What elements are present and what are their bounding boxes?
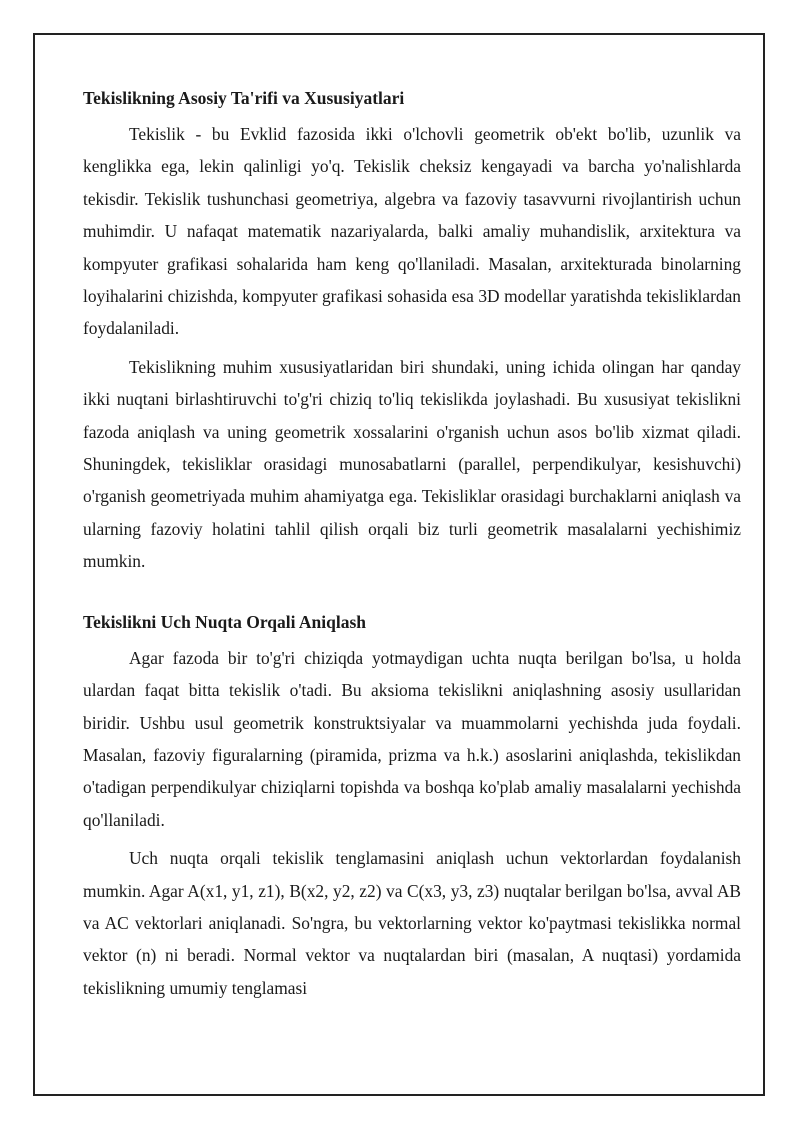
section-heading: Tekislikning Asosiy Ta'rifi va Xususiyatlari [83,88,405,108]
paragraph: Agar fazoda bir to'g'ri chiziqda yotmaydigan uchta nuqta berilgan bo'lsa, u holda ulardan faqat bitta tekislik o'tadi. Bu aksioma tekislikni aniqlashning asosiy usullaridan biridir. Ushbu usul geometrik konstruktsiyalar va muammolarni yechishda juda foydali. Masalan, fazoviy figuralarning (piramida, prizma va h.k.) asoslarini aniqlashda, tekislikdan o'tadigan perpendikulyar chiziqlarni topishda va boshqa ko'plab amaliy masalalarni yechishda qo'llaniladi. [83,647,741,830]
paragraph: Uch nuqta orqali tekislik tenglamasini aniqlash uchun vektorlardan foydalanish mumkin. Agar A(x1, y1, z1), B(x2, y2, z2) va C(x3, y3, z3) nuqtalar berilgan bo'lsa, avval AB va AC vektorlari aniqlanadi. So'ngra, bu vektorlarning vektor ko'paytmasi tekislikka normal vektor (n) ni beradi. Normal vektor va nuqtalardan biri (masalan, A nuqtasi) yordamida tekislikning umumiy tenglamasi [83,848,741,998]
section-heading: Tekislikni Uch Nuqta Orqali Aniqlash [83,611,367,632]
document-body [83,82,741,1010]
paragraph: Tekislikning muhim xususiyatlaridan biri shundaki, uning ichida olingan har qanday ikki nuqtani birlashtiruvchi to'g'ri chiziq to'liq tekislikda joylashadi. Bu xususiyat tekislikni fazoda aniqlash va uning geometrik xossalarini o'rganish uchun asos bo'lib xizmat qiladi. Shuningdek, tekisliklar orasidagi munosabatlarni (parallel, perpendikulyar, kesishuvchi) o'rganish geometriyada muhim ahamiyatga ega. Tekisliklar orasidagi burchaklarni aniqlash va ularning fazoviy holatini tahlil qilish orqali biz turli geometrik masalalarni yechishimiz mumkin. [83,356,741,572]
section-three-points [83,606,741,1004]
paragraph: Tekislik - bu Evklid fazosida ikki o'lchovli geometrik ob'ekt bo'lib, uzunlik va kenglikka ega, lekin qalinligi yo'q. Tekislik cheksiz kengayadi va barcha yo'nalishlarda tekisdir. Tekislik tushunchasi geometriya, algebra va fazoviy tasavvurni rivojlantirish uchun muhimdir. U nafaqat matematik nazariyalarda, balki amaliy muhandislik, arxitektura va kompyuter grafikasi sohalarida ham keng qo'llaniladi. Masalan, arxitekturada binolarning loyihalarini chizishda, kompyuter grafikasi sohasida esa 3D modellar yaratishda tekisliklardan foydalaniladi. [83,124,741,339]
section-plane-definition [83,82,741,578]
